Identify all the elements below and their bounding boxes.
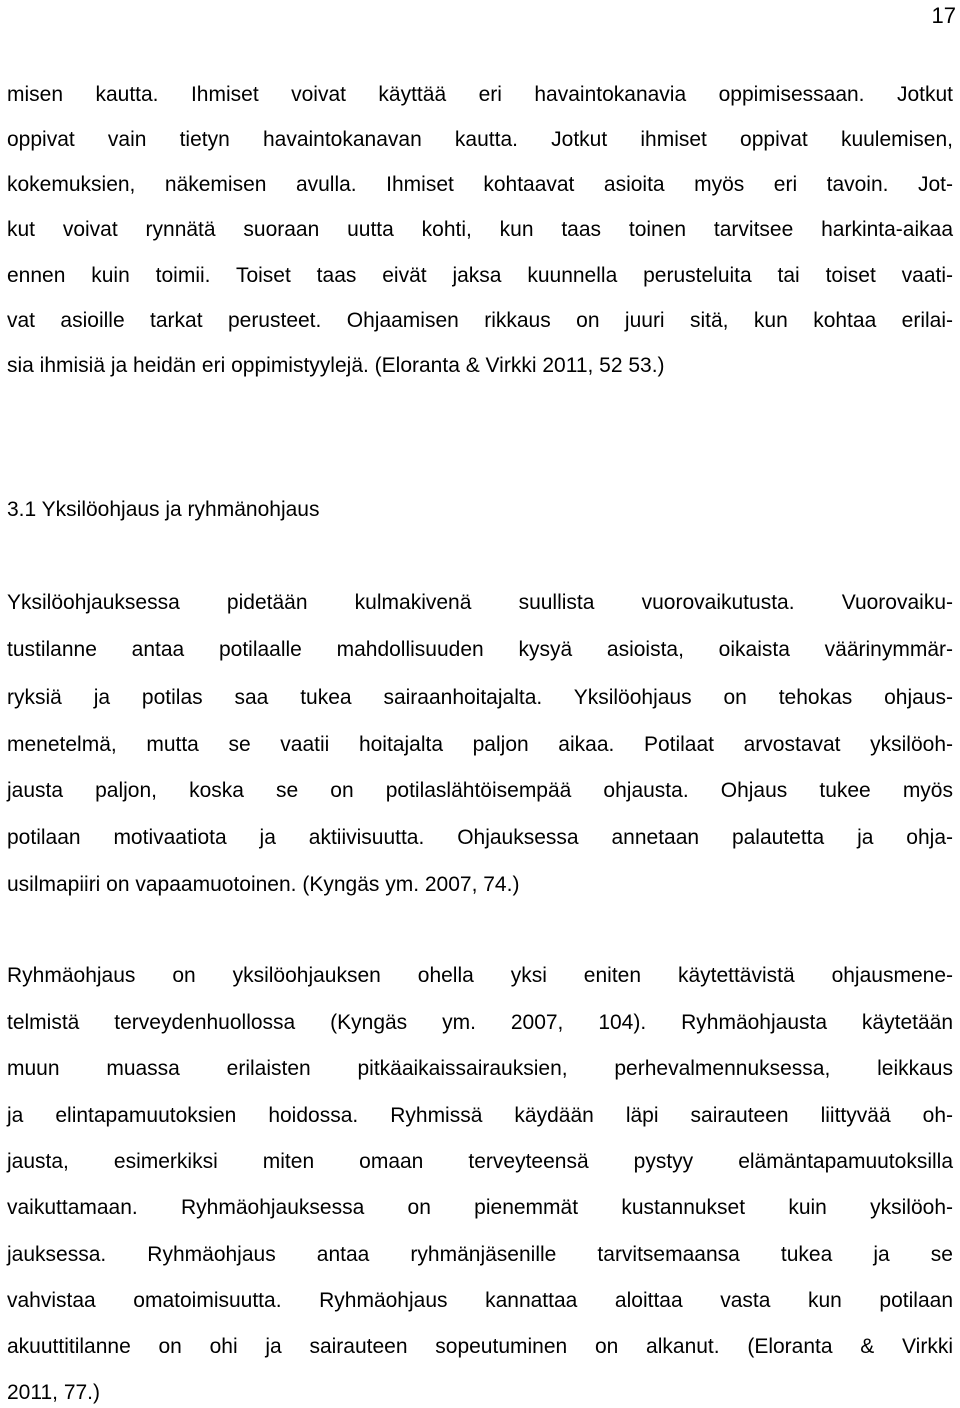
text-line: telmistä terveydenhuollossa (Kyngäs ym. 2007, 104). Ryhmäohjausta käytetään <box>7 1011 953 1034</box>
section-heading: 3.1 Yksilöohjaus ja ryhmänohjaus <box>7 498 320 521</box>
text-line: sia ihmisiä ja heidän eri oppimistyylejä. (Eloranta & Virkki 2011, 52 53.) <box>7 354 665 377</box>
text-line: vaikuttamaan. Ryhmäohjauksessa on pienemmät kustannukset kuin yksilöoh- <box>7 1196 953 1219</box>
text-line: ennen kuin toimii. Toiset taas eivät jaksa kuunnella perusteluita tai toiset vaati- <box>7 264 953 287</box>
text-line: kut voivat rynnätä suoraan uutta kohti, kun taas toinen tarvitsee harkinta-aikaa <box>7 218 953 241</box>
text-line: usilmapiiri on vapaamuotoinen. (Kyngäs ym. 2007, 74.) <box>7 873 520 896</box>
text-line: jausta, esimerkiksi miten omaan terveyteensä pystyy elämäntapamuutoksilla <box>7 1150 953 1173</box>
text-line: tustilanne antaa potilaalle mahdollisuuden kysyä asioista, oikaista väärinymmär- <box>7 638 953 661</box>
text-line: menetelmä, mutta se vaatii hoitajalta paljon aikaa. Potilaat arvostavat yksilöoh- <box>7 733 953 756</box>
text-line: 2011, 77.) <box>7 1381 101 1404</box>
text-line: kokemuksien, näkemisen avulla. Ihmiset kohtaavat asioita myös eri tavoin. Jot- <box>7 173 953 196</box>
text-line: misen kautta. Ihmiset voivat käyttää eri havaintokanavia oppimisessaan. Jotkut <box>7 83 953 106</box>
text-line: potilaan motivaatiota ja aktiivisuutta. Ohjauksessa annetaan palautetta ja ohja- <box>7 826 953 849</box>
text-line: jauksessa. Ryhmäohjaus antaa ryhmänjäsenille tarvitsemaansa tukea ja se <box>7 1243 953 1266</box>
text-line: oppivat vain tietyn havaintokanavan kautta. Jotkut ihmiset oppivat kuulemisen, <box>7 128 953 151</box>
text-line: akuuttitilanne on ohi ja sairauteen sopeutuminen on alkanut. (Eloranta & Virkki <box>7 1335 953 1358</box>
text-line: ryksiä ja potilas saa tukea sairaanhoitajalta. Yksilöohjaus on tehokas ohjaus- <box>7 686 953 709</box>
text-line: vahvistaa omatoimisuutta. Ryhmäohjaus kannattaa aloittaa vasta kun potilaan <box>7 1289 953 1312</box>
text-line: vat asioille tarkat perusteet. Ohjaamisen rikkaus on juuri sitä, kun kohtaa erilai- <box>7 309 953 332</box>
text-line: Yksilöohjauksessa pidetään kulmakivenä suullista vuorovaikutusta. Vuorovaiku- <box>7 591 953 614</box>
text-line: ja elintapamuutoksien hoidossa. Ryhmissä käydään läpi sairauteen liittyvää oh- <box>7 1104 953 1127</box>
text-line: jausta paljon, koska se on potilaslähtöisempää ohjausta. Ohjaus tukee myös <box>7 779 953 802</box>
page-number: 17 <box>931 3 956 28</box>
text-line: muun muassa erilaisten pitkäaikaissairauksien, perhevalmennuksessa, leikkaus <box>7 1057 953 1080</box>
text-line: Ryhmäohjaus on yksilöohjauksen ohella yksi eniten käytettävistä ohjausmene- <box>7 964 953 987</box>
